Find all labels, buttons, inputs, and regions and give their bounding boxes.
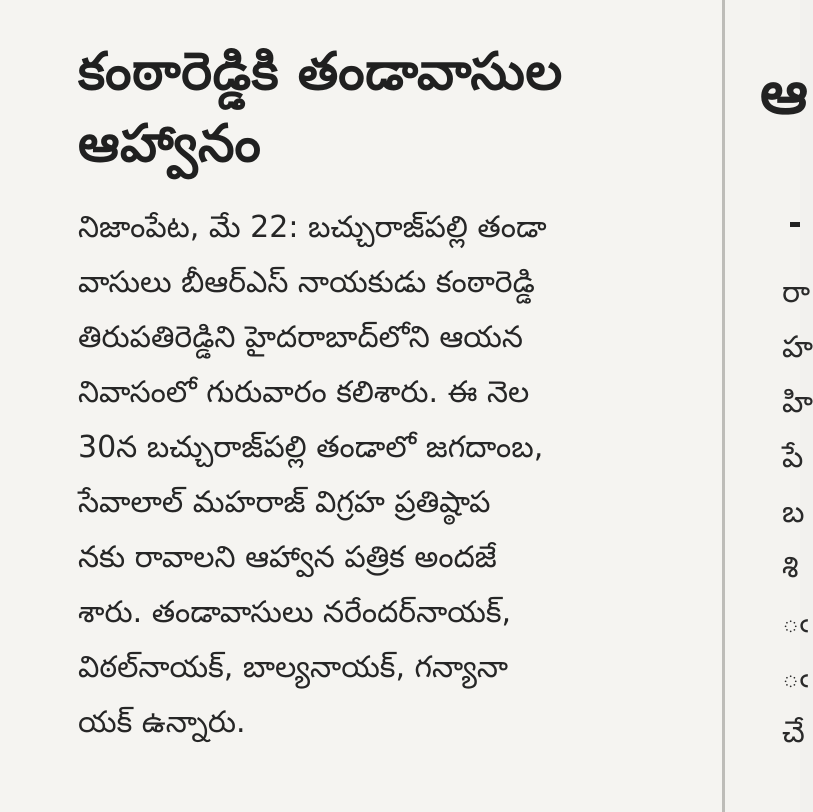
adjacent-line-start: ఁ	[782, 660, 809, 695]
headline-line: ఆహ్వానం	[78, 114, 262, 174]
adjacent-line-start: బ	[782, 495, 805, 530]
adjacent-line-start: హి	[782, 385, 813, 420]
adjacent-line-start: రా	[782, 275, 811, 310]
headline-line: కంఠారెడ్డికి తండావాసుల	[78, 42, 563, 102]
adjacent-dash	[790, 222, 800, 227]
body-line: నకు రావాలని ఆహ్వాన పత్రిక అందజే	[78, 540, 497, 575]
body-line: నిజాంపేట, మే 22: బచ్చురాజ్‌పల్లి తండా	[78, 210, 547, 245]
article-body	[78, 200, 680, 750]
body-line: 30న బచ్చురాజ్‌పల్లి తండాలో జగదాంబ,	[78, 430, 544, 465]
adjacent-line-start: పే	[782, 440, 804, 475]
adjacent-line-start: చే	[782, 715, 805, 750]
body-line: శారు. తండావాసులు నరేందర్‌నాయక్,	[78, 595, 512, 630]
adjacent-headline-fragment: ఆ	[760, 58, 808, 128]
body-line: నివాసంలో గురువారం కలిశారు. ఈ నెల	[78, 375, 530, 410]
body-line: యక్ ఉన్నారు.	[78, 705, 246, 740]
body-line: తిరుపతిరెడ్డిని హైదరాబాద్‌లోని ఆయన	[78, 320, 523, 355]
adjacent-line-start: శి	[782, 550, 799, 585]
body-line: వాసులు బీఆర్ఎస్ నాయకుడు కంఠారెడ్డి	[78, 265, 535, 300]
adjacent-body-fragment	[782, 265, 813, 760]
adjacent-line-start: ఁ	[782, 605, 809, 640]
body-line: విఠల్‌నాయక్, బాల్యనాయక్, గన్యానా	[78, 650, 509, 685]
body-line: సేవాలాల్ మహరాజ్ విగ్రహ ప్రతిష్ఠాప	[78, 485, 491, 520]
article-headline	[78, 36, 698, 180]
adjacent-line-start: హ	[782, 330, 813, 365]
